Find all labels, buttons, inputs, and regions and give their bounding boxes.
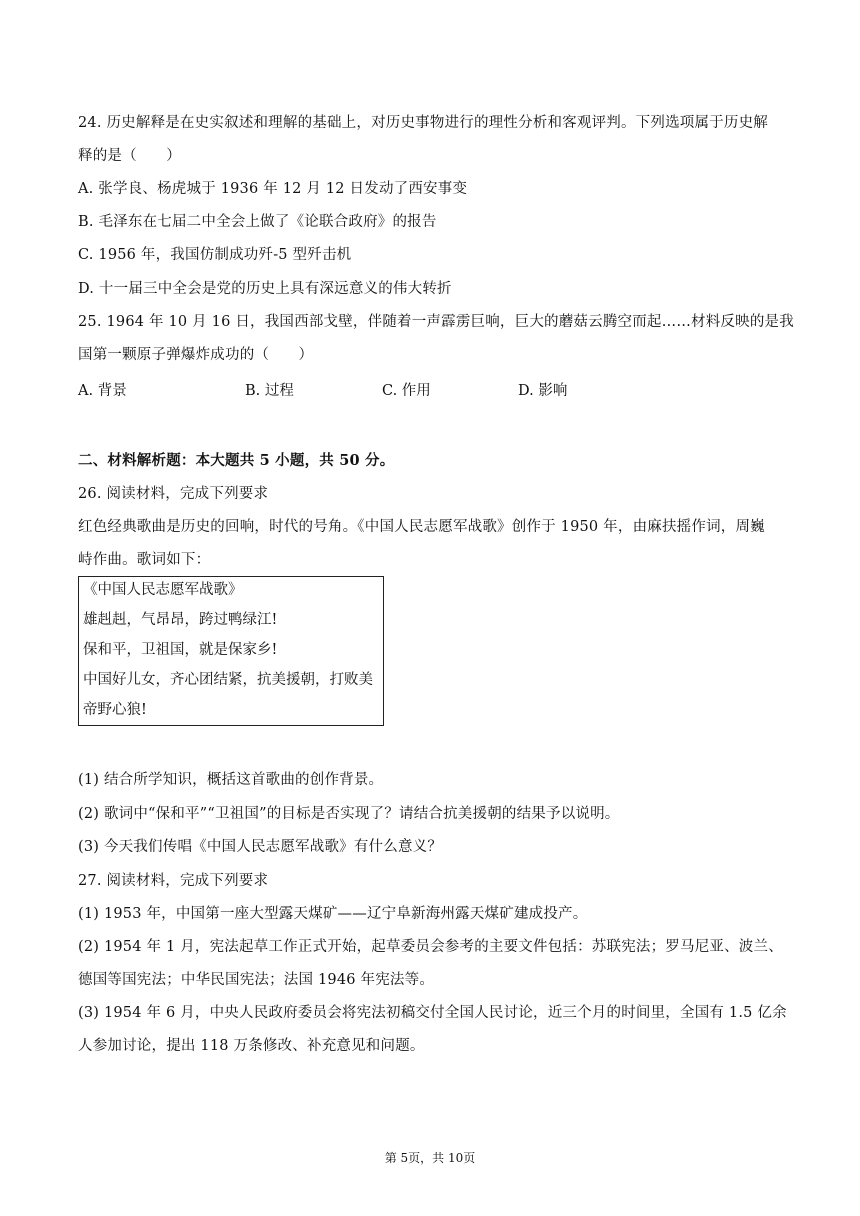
q26-title: 26. 阅读材料，完成下列要求 (78, 486, 269, 502)
lyrics-line: 帝野心狼! (83, 702, 147, 718)
page-number: 第 5页，共 10页 (384, 1151, 476, 1165)
q26-material-line2: 峙作曲。歌词如下： (78, 552, 211, 568)
q27-item-3-line1: (3) 1954 年 6 月，中央人民政府委员会将宪法初稿交付全国人民讨论，近三个月的时间里，全国有 1.5 亿余 (78, 1005, 787, 1021)
lyrics-line: 保和平，卫祖国，就是保家乡! (83, 642, 278, 658)
q27-item-3-line2: 人参加讨论，提出 118 万条修改、补充意见和问题。 (78, 1038, 425, 1054)
q27-item-2-line2: 德国等国宪法；中华民国宪法；法国 1946 年宪法等。 (78, 972, 435, 988)
q25-option-b: B. 过程 (245, 383, 294, 399)
q26-sub-question-1: (1) 结合所学知识，概括这首歌曲的创作背景。 (78, 772, 384, 788)
q24-stem-line2: 释的是（ ） (78, 148, 181, 164)
q26-material-line1: 红色经典歌曲是历史的回响，时代的号角。《中国人民志愿军战歌》创作于 1950 年，由麻扶摇作词，周巍 (78, 519, 765, 535)
q24-option-c: C. 1956 年，我国仿制成功歼-5 型歼击机 (78, 247, 352, 263)
q26-sub-question-2: (2) 歌词中“保和平”“卫祖国”的目标是否实现了？请结合抗美援朝的结果予以说明。 (78, 806, 620, 822)
q27-item-2-line1: (2) 1954 年 1 月，宪法起草工作正式开始，起草委员会参考的主要文件包括：苏联宪法；罗马尼亚、波兰、 (78, 939, 783, 955)
q25-option-d: D. 影响 (518, 383, 568, 399)
lyrics-line: 雄赳赳，气昂昂，跨过鸭绿江! (83, 612, 278, 628)
q25-option-a: A. 背景 (78, 383, 127, 399)
q27-title: 27. 阅读材料，完成下列要求 (78, 873, 269, 889)
q24-option-b: B. 毛泽东在七届二中全会上做了《论联合政府》的报告 (78, 214, 437, 230)
q24-stem-line1: 24. 历史解释是在史实叙述和理解的基础上，对历史事物进行的理性分析和客观评判。下列选项属于历史解 (78, 115, 768, 131)
q25-stem-line2: 国第一颗原子弹爆炸成功的（ ） (78, 347, 314, 363)
section-heading: 二、材料解析题：本大题共 5 小题，共 50 分。 (78, 452, 395, 469)
lyrics-line: 中国好儿女，齐心团结紧，抗美援朝，打败美 (83, 672, 373, 688)
q25-option-c: C. 作用 (382, 383, 431, 399)
q26-sub-question-3: (3) 今天我们传唱《中国人民志愿军战歌》有什么意义？ (78, 839, 443, 855)
q27-item-1: (1) 1953 年，中国第一座大型露天煤矿——辽宁阜新海州露天煤矿建成投产。 (78, 906, 588, 922)
q24-option-a: A. 张学良、杨虎城于 1936 年 12 月 12 日发动了西安事变 (78, 181, 468, 197)
lyrics-title: 《中国人民志愿军战歌》 (83, 582, 243, 598)
lyrics-box (78, 576, 384, 726)
q25-stem-line1: 25. 1964 年 10 月 16 日，我国西部戈壁，伴随着一声霹雳巨响，巨大的蘑菇云腾空而起……材料反映的是我 (78, 314, 794, 330)
q24-option-d: D. 十一届三中全会是党的历史上具有深远意义的伟大转折 (78, 281, 452, 297)
